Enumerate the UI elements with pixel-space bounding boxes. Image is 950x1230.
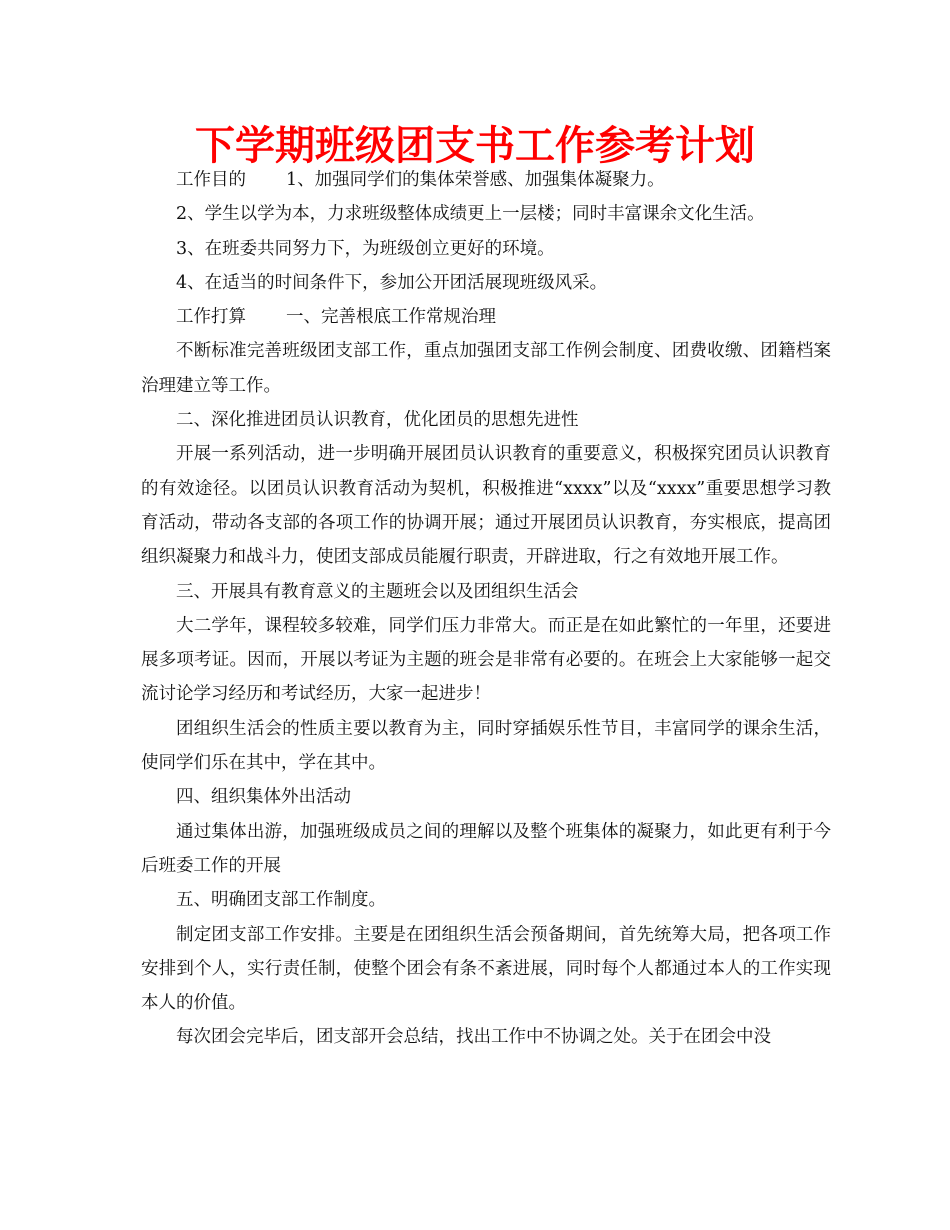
paragraph-text: 3、在班委共同努力下，为班级创立更好的环境。	[176, 238, 555, 259]
paragraph	[141, 780, 831, 814]
paragraph	[141, 575, 831, 609]
paragraph	[141, 334, 831, 403]
paragraph-text: 三、开展具有教育意义的主题班会以及团组织生活会	[176, 581, 579, 602]
paragraph	[141, 403, 831, 437]
paragraph-text: 大二学年，课程较多较难，同学们压力非常大。而正是在如此繁忙的一年里，还要进展多项考证。因而，开展以考证为主题的班会是非常有必要的。在班会上大家能够一起交流讨论学习经历和考试经历，大家一起进步！	[141, 615, 831, 705]
paragraph-text: 一、完善根底工作常规治理	[286, 307, 496, 328]
document-body	[141, 163, 831, 1055]
paragraph	[141, 163, 831, 197]
section-label: 工作目的	[176, 170, 246, 190]
paragraph	[141, 300, 831, 334]
document-title: 下学期班级团支书工作参考计划	[195, 123, 755, 169]
paragraph	[141, 197, 831, 231]
paragraph	[141, 437, 831, 574]
paragraph-text: 4、在适当的时间条件下，参加公开团活展现班级风采。	[176, 272, 608, 293]
paragraph-text: 团组织生活会的性质主要以教育为主，同时穿插娱乐性节目，丰富同学的课余生活，使同学们乐在其中，学在其中。	[141, 718, 831, 774]
paragraph-text: 1、加强同学们的集体荣誉感、加强集体凝聚力。	[286, 170, 665, 190]
paragraph	[141, 266, 831, 300]
paragraph	[141, 918, 831, 1021]
paragraph-text: 五、明确团支部工作制度。	[176, 890, 386, 911]
paragraph-text: 二、深化推进团员认识教育，优化团员的思想先进性	[176, 410, 579, 431]
paragraph	[141, 712, 831, 781]
paragraph-text: 开展一系列活动，进一步明确开展团员认识教育的重要意义，积极探究团员认识教育的有效途径。以团员认识教育活动为契机，积极推进“xxxx”以及“xxxx”重要思想学习教育活动，带动各支部的各项工作的协调开展；通过开展团员认识教育，夯实根底，提高团组织凝聚力和战斗力，使团支部成员能履行职责，开辟进取，行之有效地开展工作。	[141, 444, 831, 568]
paragraph	[141, 609, 831, 712]
paragraph	[141, 232, 831, 266]
paragraph-text: 不断标准完善班级团支部工作，重点加强团支部工作例会制度、团费收缴、团籍档案治理建立等工作。	[141, 341, 831, 396]
paragraph	[141, 1020, 831, 1054]
paragraph-text: 制定团支部工作安排。主要是在团组织生活会预备期间，首先统筹大局，把各项工作安排到个人，实行责任制，使整个团会有条不紊进展，同时每个人都通过本人的工作实现本人的价值。	[141, 924, 831, 1014]
paragraph-text: 2、学生以学为本，力求班级整体成绩更上一层楼；同时丰富课余文化生活。	[176, 204, 765, 225]
paragraph-text: 通过集体出游，加强班级成员之间的理解以及整个班集体的凝聚力，如此更有利于今后班委工作的开展	[141, 821, 831, 876]
paragraph-text: 四、组织集体外出活动	[176, 787, 351, 808]
section-label: 工作打算	[176, 307, 246, 328]
paragraph	[141, 883, 831, 917]
paragraph	[141, 815, 831, 884]
paragraph-text: 每次团会完毕后，团支部开会总结，找出工作中不协调之处。关于在团会中没	[176, 1027, 771, 1048]
